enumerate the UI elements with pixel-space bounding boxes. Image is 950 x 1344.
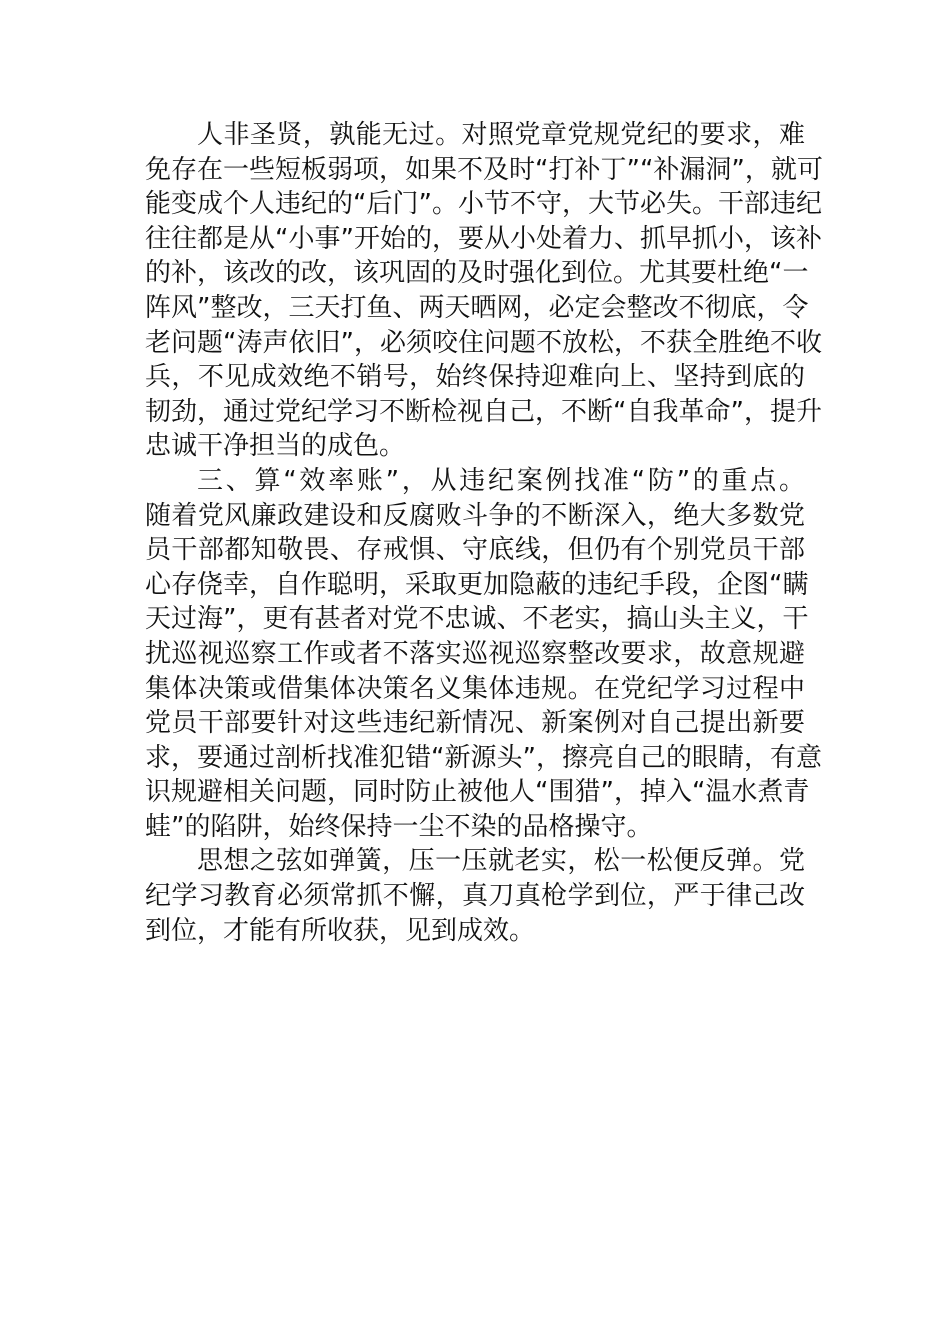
text-line: 免存在一些短板弱项，如果不及时“打补丁”“补漏洞”，就可	[145, 154, 823, 185]
text-line: 集体决策或借集体决策名义集体违规。在党纪学习过程中	[145, 673, 805, 704]
text-line: 扰巡视巡察工作或者不落实巡视巡察整改要求，故意规避	[145, 638, 805, 669]
text-line: 思想之弦如弹簧，压一压就老实，松一松便反弹。党	[197, 846, 805, 877]
text-line: 识规避相关问题，同时防止被他人“围猎”，掉入“温水煮青	[145, 777, 810, 808]
text-line: 党员干部要针对这些违纪新情况、新案例对自己提出新要	[145, 708, 805, 739]
text-line: 韧劲，通过党纪学习不断检视自己，不断“自我革命”，提升	[145, 396, 822, 427]
text-line: 人非圣贤，孰能无过。对照党章党规党纪的要求，难	[197, 120, 805, 150]
paragraph-2	[145, 464, 822, 845]
text-line: 老问题“涛声依旧”，必须咬住问题不放松，不获全胜绝不收	[145, 327, 822, 358]
text-line: 的补，该改的改，该巩固的及时强化到位。尤其要杜绝“一	[145, 258, 809, 289]
document-body	[145, 118, 823, 948]
text-line: 到位，才能有所收获，见到成效。	[145, 915, 536, 946]
text-line: 随着党风廉政建设和反腐败斗争的不断深入，绝大多数党	[145, 500, 805, 531]
text-line: 兵，不见成效绝不销号，始终保持迎难向上、坚持到底的	[145, 362, 805, 393]
paragraph-1	[145, 118, 823, 464]
paragraph-3	[145, 844, 805, 948]
text-line: 蛙”的陷阱，始终保持一尘不染的品格操守。	[145, 811, 653, 842]
text-line: 能变成个人违纪的“后门”。小节不守，大节必失。干部违纪	[145, 189, 822, 220]
text-line: 忠诚干净担当的成色。	[145, 431, 406, 462]
text-line: 三、算“效率账”，从违纪案例找准“防”的重点。	[197, 465, 805, 496]
text-line: 阵风”整改，三天打鱼、两天晒网，必定会整改不彻底，令	[145, 292, 809, 323]
text-line: 员干部都知敬畏、存戒惧、守底线，但仍有个别党员干部	[145, 535, 805, 566]
text-line: 往往都是从“小事”开始的，要从小处着力、抓早抓小，该补	[145, 223, 822, 254]
text-line: 求，要通过剖析找准犯错“新源头”，擦亮自己的眼睛，有意	[145, 742, 822, 773]
text-line: 天过海”，更有甚者对党不忠诚、不老实，搞山头主义，干	[145, 604, 809, 635]
text-line: 纪学习教育必须常抓不懈，真刀真枪学到位，严于律己改	[145, 881, 805, 912]
text-line: 心存侥幸，自作聪明，采取更加隐蔽的违纪手段，企图“瞒	[145, 569, 809, 600]
